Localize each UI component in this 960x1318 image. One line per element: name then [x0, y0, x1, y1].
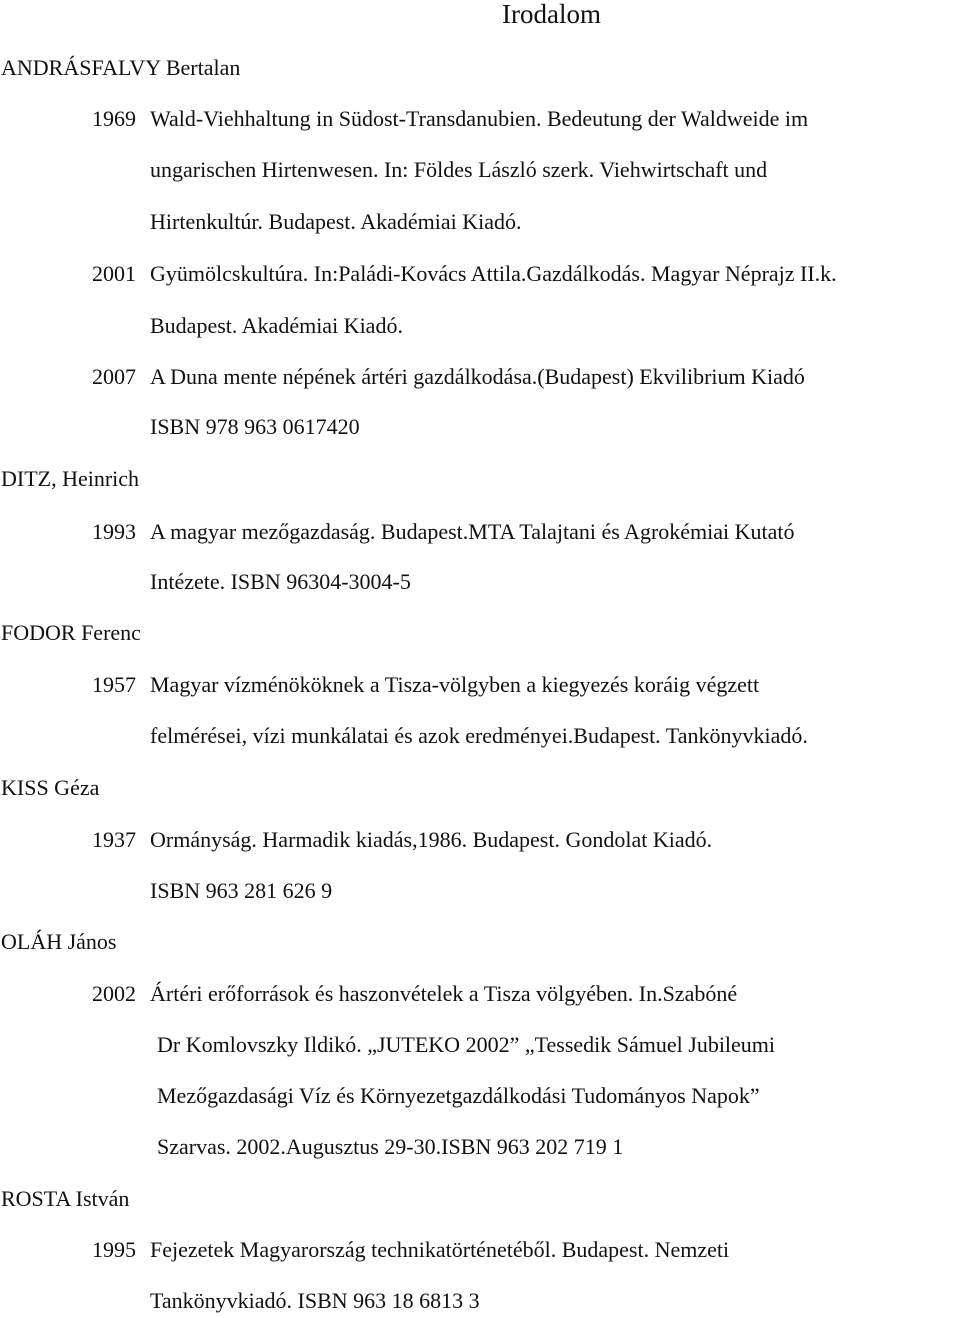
author-name: FODOR Ferenc — [1, 620, 141, 645]
reference-text: A Duna mente népének ártéri gazdálkodása.(Budapest) Ekvilibrium Kiadó — [150, 364, 805, 389]
publication-year: 2007 — [92, 364, 136, 389]
reference-text: Intézete. ISBN 96304-3004-5 — [150, 569, 411, 594]
reference-text: Szarvas. 2002.Augusztus 29-30.ISBN 963 202 719 1 — [157, 1134, 624, 1159]
publication-year: 1993 — [92, 519, 136, 544]
reference-text: Ártéri erőforrások és haszonvételek a Tisza völgyében. In.Szabóné — [150, 981, 738, 1006]
reference-text: ISBN 963 281 626 9 — [150, 878, 333, 903]
publication-year: 1969 — [92, 106, 136, 131]
author-name: ROSTA István — [1, 1186, 130, 1211]
reference-text: Mezőgazdasági Víz és Környezetgazdálkodási Tudományos Napok” — [157, 1083, 760, 1108]
reference-text: felmérései, vízi munkálatai és azok eredményei.Budapest. Tankönyvkiadó. — [150, 723, 808, 748]
reference-text: Fejezetek Magyarország technikatörténetéből. Budapest. Nemzeti — [150, 1237, 730, 1262]
reference-text: ISBN 978 963 0617420 — [150, 414, 360, 439]
reference-text: Wald-Viehhaltung in Südost-Transdanubien. Bedeutung der Waldweide im — [150, 106, 809, 131]
publication-year: 1957 — [92, 672, 136, 697]
author-name: KISS Géza — [1, 775, 100, 800]
publication-year: 2002 — [92, 981, 136, 1006]
reference-text: Hirtenkultúr. Budapest. Akadémiai Kiadó. — [150, 209, 522, 234]
reference-text: A magyar mezőgazdaság. Budapest.MTA Talajtani és Agrokémiai Kutató — [150, 519, 795, 544]
reference-text: Magyar vízménököknek a Tisza-völgyben a kiegyezés koráig végzett — [150, 672, 760, 697]
reference-text: ungarischen Hirtenwesen. In: Földes László szerk. Viehwirtschaft und — [150, 157, 768, 182]
reference-text: Tankönyvkiadó. ISBN 963 18 6813 3 — [150, 1288, 480, 1313]
author-name: ANDRÁSFALVY Bertalan — [1, 55, 241, 80]
publication-year: 1995 — [92, 1237, 136, 1262]
reference-text: Dr Komlovszky Ildikó. „JUTEKO 2002” „Tessedik Sámuel Jubileumi — [157, 1032, 776, 1057]
reference-text: Ormányság. Harmadik kiadás,1986. Budapest. Gondolat Kiadó. — [150, 827, 713, 852]
reference-text: Budapest. Akadémiai Kiadó. — [150, 313, 403, 338]
publication-year: 2001 — [92, 261, 136, 286]
author-name: OLÁH János — [1, 929, 117, 954]
page-title: Irodalom — [502, 0, 601, 29]
publication-year: 1937 — [92, 827, 136, 852]
reference-text: Gyümölcskultúra. In:Paládi-Kovács Attila.Gazdálkodás. Magyar Néprajz II.k. — [150, 261, 837, 286]
author-name: DITZ, Heinrich — [1, 466, 140, 491]
